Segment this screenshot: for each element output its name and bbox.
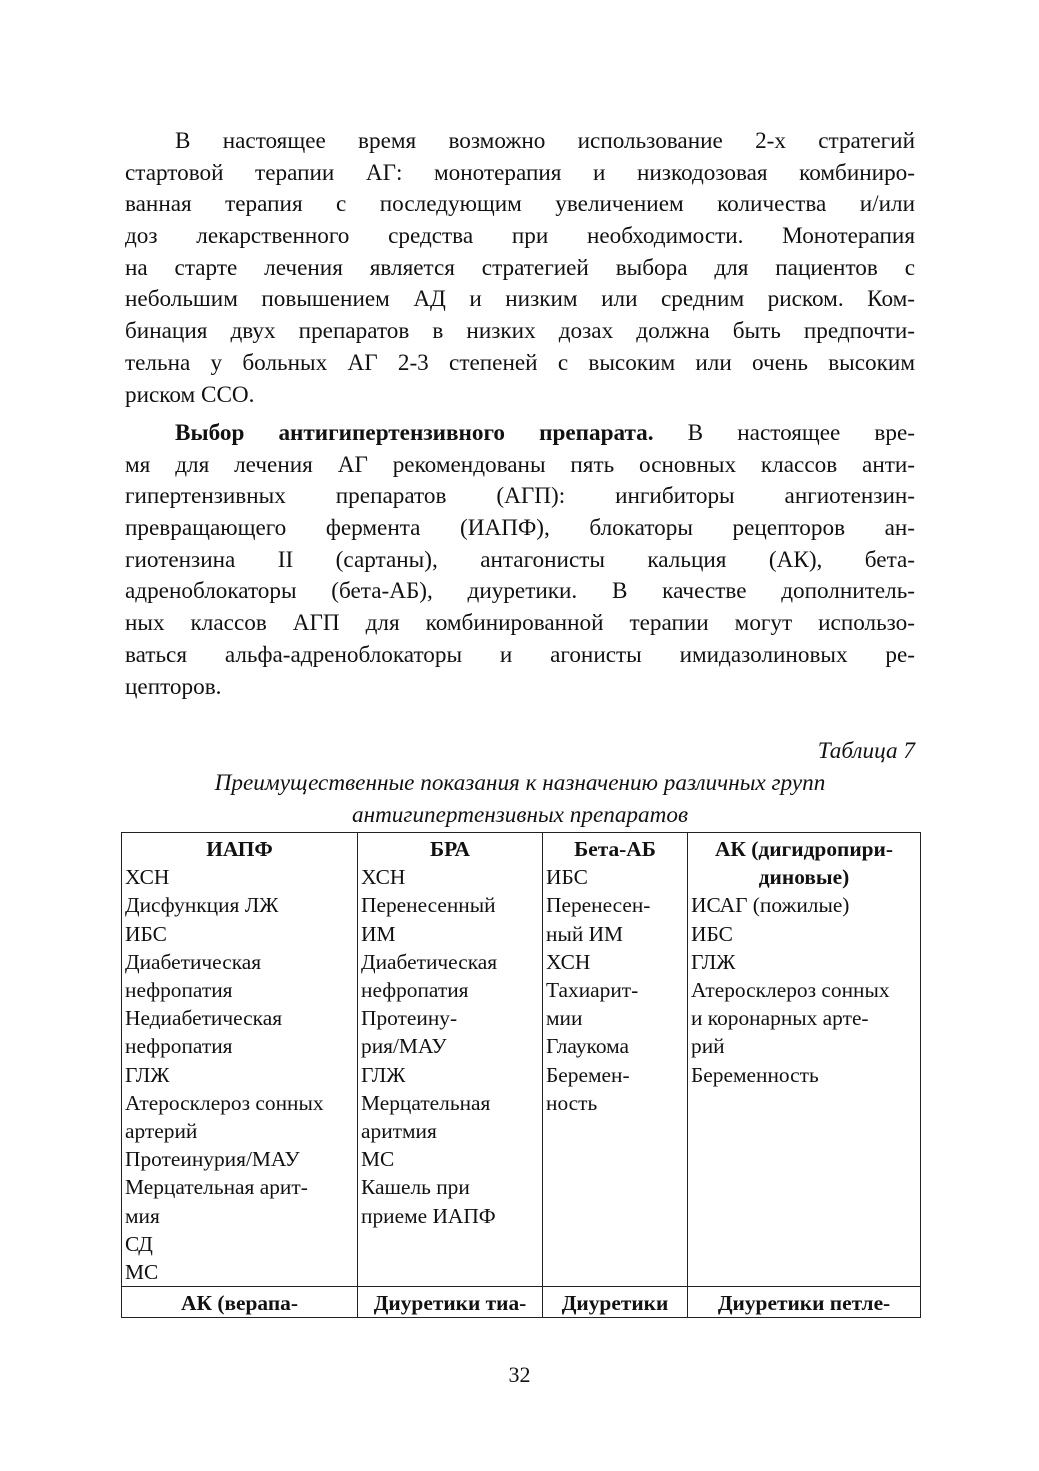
column-header: диновые) <box>758 865 850 890</box>
cell-item: Беремен- <box>546 1062 630 1087</box>
cell-item: ИСАГ (пожилые) <box>691 893 850 918</box>
paragraph-line: мя для лечения АГ рекомендованы пять основных классов анти- <box>125 451 915 478</box>
cell-item: и коронарных арте- <box>691 1006 869 1031</box>
cell-item: Беременность <box>691 1062 819 1087</box>
cell-item: Диабетическая <box>361 949 498 974</box>
cell-item: ГЛЖ <box>125 1062 170 1087</box>
paragraph-line: ваться альфа-адреноблокаторы и агонисты имидазолиновых ре- <box>125 641 915 668</box>
cell-item: приеме ИАПФ <box>361 1203 496 1228</box>
cell-item: ГЛЖ <box>361 1062 406 1087</box>
cell-item: Перенесен- <box>546 893 651 918</box>
cell-item: МС <box>125 1260 159 1285</box>
table-cell <box>358 833 543 1287</box>
cell-item: Атеросклероз сонных <box>691 978 890 1003</box>
cell-item: Глаукома <box>546 1034 630 1059</box>
cell-item: ХСН <box>125 865 170 890</box>
paragraph-line-rest: В настоящее вре- <box>653 420 915 446</box>
column-header: Бета-АБ <box>574 837 656 861</box>
cell-item: ГЛЖ <box>691 949 736 974</box>
column-header: АК (дигидропири- <box>714 837 894 861</box>
table-caption-line-1: Преимущественные показания к назначению различных групп <box>214 770 826 796</box>
cell-item: мии <box>546 1006 583 1031</box>
cell-item: ИБС <box>125 921 167 946</box>
paragraph-2 <box>125 418 915 703</box>
paragraph-line: на старте лечения является стратегией выбора для пациентов с <box>125 254 915 281</box>
indications-table <box>121 832 921 1318</box>
table-cell <box>122 1287 358 1318</box>
paragraph-line: ванная терапия с последующим увеличением количества и/или <box>125 191 915 218</box>
cell-item: Мерцательная <box>361 1090 491 1115</box>
cell-item: Атеросклероз сонных <box>125 1090 324 1115</box>
table-cell <box>688 1287 921 1318</box>
cell-item: Мерцательная арит- <box>125 1175 308 1200</box>
paragraph-line: стартовой терапии АГ: монотерапия и низкодозовая комбиниро- <box>125 159 915 186</box>
cell-item: ный ИМ <box>546 921 624 946</box>
table-cell <box>688 833 921 1287</box>
column-header: Диуретики тиа- <box>373 1291 527 1316</box>
column-header: БРА <box>430 837 470 861</box>
paragraph-line: доз лекарственного средства при необходимости. Монотерапия <box>125 223 915 250</box>
cell-item: мия <box>125 1203 160 1228</box>
cell-item: Дисфункция ЛЖ <box>125 893 279 918</box>
table-cell <box>543 833 688 1287</box>
table-row <box>122 833 921 1287</box>
cell-item: рия/МАУ <box>361 1034 447 1059</box>
paragraph-line: гипертензивных препаратов (АГП): ингибиторы ангиотензин- <box>125 483 915 510</box>
column-header: ИАПФ <box>206 837 273 861</box>
cell-item: ХСН <box>546 949 591 974</box>
paragraph-line: тельна у больных АГ 2-3 степеней с высоким или очень высоким <box>125 349 915 376</box>
cell-item: ИБС <box>546 865 588 890</box>
cell-item: Протеину- <box>361 1006 458 1031</box>
table-number: Таблица 7 <box>817 738 915 764</box>
page-number: 32 <box>508 1362 531 1387</box>
paragraph-line: гиотензина II (сартаны), антагонисты кальция (АК), бета- <box>125 546 915 573</box>
cell-item: МС <box>361 1147 395 1172</box>
column-header: АК (верапа- <box>181 1291 298 1316</box>
paragraph-bold-lead: Выбор антигипертензивного препарата. <box>175 420 654 446</box>
paragraph-line: риском ССО. <box>125 381 255 408</box>
table-caption-line-2: антигипертензивных препаратов <box>351 802 689 828</box>
cell-item: нефропатия <box>125 978 233 1003</box>
paragraph-line: ных классов АГП для комбинированной терапии могут использо- <box>125 610 915 637</box>
cell-item: ность <box>546 1090 598 1115</box>
cell-item: Протеинурия/МАУ <box>125 1147 300 1172</box>
paragraph-line: небольшим повышением АД и низким или средним риском. Ком- <box>125 286 915 313</box>
table-cell <box>543 1287 688 1318</box>
cell-item: ИБС <box>691 921 733 946</box>
cell-item: нефропатия <box>361 978 469 1003</box>
cell-item: Недиабетическая <box>125 1006 283 1031</box>
paragraph-line: цепторов. <box>125 673 222 700</box>
paragraph-1 <box>125 126 915 411</box>
cell-item: Тахиарит- <box>546 978 639 1003</box>
cell-item: аритмия <box>361 1119 437 1144</box>
table-cell <box>122 833 358 1287</box>
table-cell <box>358 1287 543 1318</box>
cell-item: Кашель при <box>361 1175 470 1200</box>
paragraph-line <box>125 418 915 450</box>
column-header: Диуретики петле- <box>717 1291 891 1316</box>
paragraph-line: бинация двух препаратов в низких дозах должна быть предпочти- <box>125 318 915 345</box>
cell-item: Диабетическая <box>125 949 262 974</box>
paragraph-line: адреноблокаторы (бета-АБ), диуретики. В качестве дополнитель- <box>125 578 915 605</box>
cell-item: нефропатия <box>125 1034 233 1059</box>
cell-item: Перенесенный <box>361 893 496 918</box>
cell-item: рий <box>691 1034 725 1059</box>
paragraph-line: превращающего фермента (ИАПФ), блокаторы рецепторов ан- <box>125 515 915 542</box>
table-row <box>122 1287 921 1318</box>
cell-item: ХСН <box>361 865 406 890</box>
cell-item: СД <box>125 1231 153 1256</box>
paragraph-line: В настоящее время возможно использование 2-х стратегий <box>175 128 915 154</box>
cell-item: артерий <box>125 1119 198 1144</box>
cell-item: ИМ <box>361 921 396 946</box>
column-header: Диуретики <box>561 1291 669 1316</box>
